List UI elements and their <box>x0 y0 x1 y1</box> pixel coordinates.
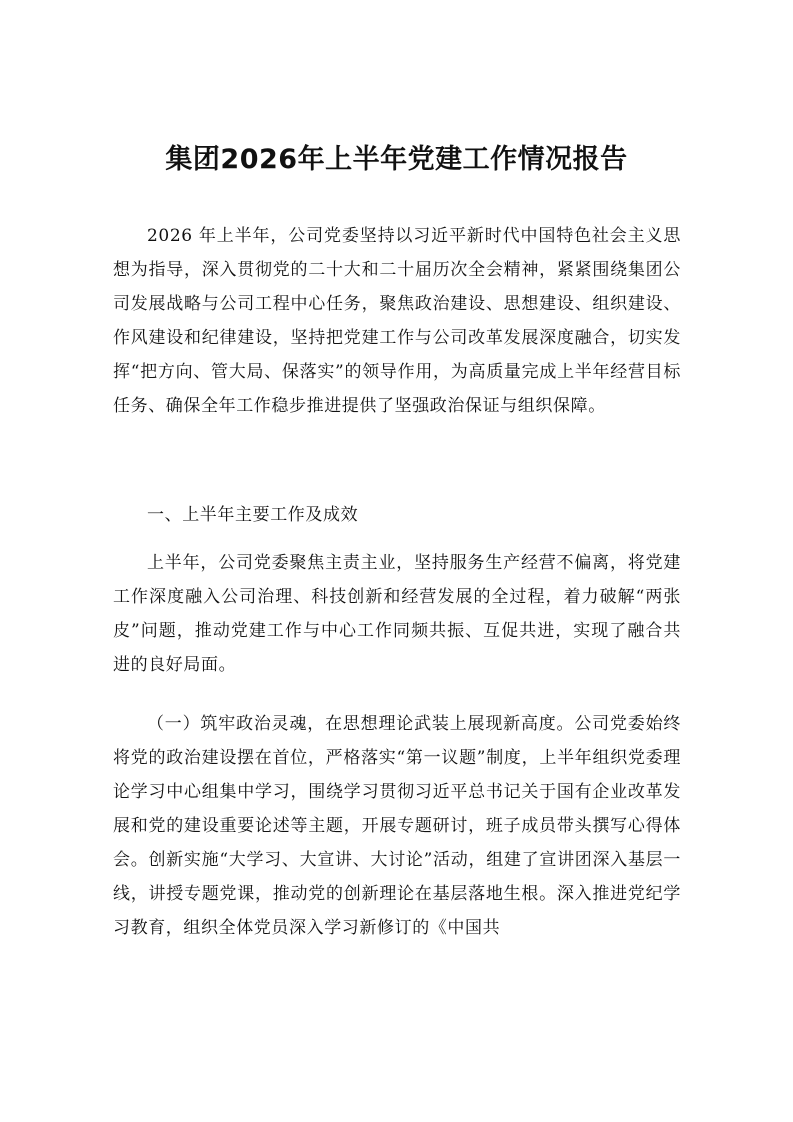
intro-paragraph: 2026 年上半年，公司党委坚持以习近平新时代中国特色社会主义思想为指导，深入贯彻党的二十大和二十届历次全会精神，紧紧围绕集团公司发展战略与公司工程中心任务，聚焦政治建设、思想建设、组织建设、作风建设和纪律建设，坚持把党建工作与公司改革发展深度融合，切实发挥“把方向、管大局、保落实”的领导作用，为高质量完成上半年经营目标任务、确保全年工作稳步推进提供了坚强政治保证与组织保障。 <box>113 226 681 416</box>
section-heading: 一、上半年主要工作及成效 <box>147 505 359 525</box>
item-paragraph: （一）筑牢政治灵魂，在思想理论武装上展现新高度。公司党委始终将党的政治建设摆在首位，严格落实“第一议题”制度，上半年组织党委理论学习中心组集中学习，围绕学习贯彻习近平总书记关于国有企业改革发展和党的建设重要论述等主题，开展专题研讨，班子成员带头撰写心得体会。创新实施“大学习、大宣讲、大讨论”活动，组建了宣讲团深入基层一线，讲授专题党课，推动党的创新理论在基层落地生根。深入推进党纪学习教育，组织全体党员深入学习新修订的《中国共 <box>113 714 681 938</box>
document-title: 集团2026年上半年党建工作情况报告 <box>165 144 628 175</box>
section-summary-paragraph: 上半年，公司党委聚焦主责主业，坚持服务生产经营不偏离，将党建工作深度融入公司治理、科技创新和经营发展的全过程，着力破解“两张皮”问题，推动党建工作与中心工作同频共振、互促共进，实现了融合共进的良好局面。 <box>113 553 681 675</box>
